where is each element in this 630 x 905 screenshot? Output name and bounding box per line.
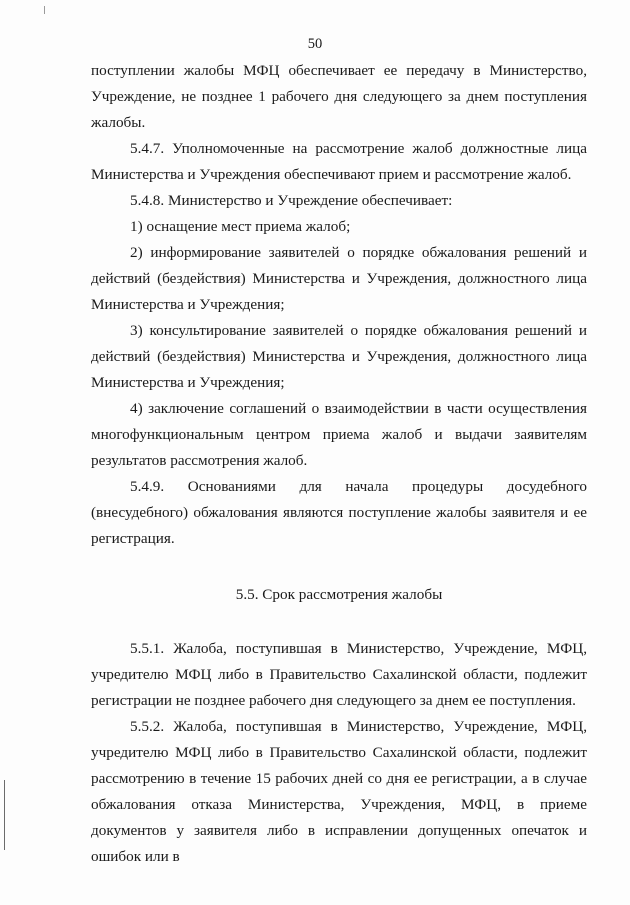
page-number: 50 xyxy=(307,36,323,52)
paragraph: 5.4.7. Уполномоченные на рассмотрение жалоб должностные лица Министерства и Учреждения обеспечивают прием и рассмотрение жалоб. xyxy=(91,140,587,183)
paragraph: 2) информирование заявителей о порядке обжалования решений и действий (бездействия) Министерства и Учреждения, должностного лица Министерства и Учреждения; xyxy=(91,244,587,313)
scan-edge-line xyxy=(4,780,5,850)
document-body xyxy=(91,58,587,870)
section-heading: 5.5. Срок рассмотрения жалобы xyxy=(235,586,443,603)
paragraph: 3) консультирование заявителей о порядке обжалования решений и действий (бездействия) Министерства и Учреждения, должностного лица Министерства и Учреждения; xyxy=(91,322,587,391)
paragraph: 1) оснащение мест приема жалоб; xyxy=(130,218,351,235)
paragraphs-bottom xyxy=(91,636,587,870)
paragraph: 5.4.8. Министерство и Учреждение обеспечивает: xyxy=(130,192,453,209)
scan-artifact-mark xyxy=(44,6,45,14)
paragraph: поступлении жалобы МФЦ обеспечивает ее передачу в Министерство, Учреждение, не позднее 1 рабочего дня следующего за днем поступления жалобы. xyxy=(91,62,587,131)
paragraph: 5.5.1. Жалоба, поступившая в Министерство, Учреждение, МФЦ, учредителю МФЦ либо в Правительство Сахалинской области, подлежит регистрации не позднее рабочего дня следующего за днем ее поступления. xyxy=(91,640,587,709)
paragraph: 5.5.2. Жалоба, поступившая в Министерство, Учреждение, МФЦ, учредителю МФЦ либо в Правительство Сахалинской области, подлежит рассмотрению в течение 15 рабочих дней со дня ее регистрации, а в случае обжалования отказа Министерства, Учреждения, МФЦ, в приеме документов у заявителя либо в исправлении допущенных опечаток и ошибок или в xyxy=(91,718,587,865)
paragraph: 5.4.9. Основаниями для начала процедуры досудебного (внесудебного) обжалования являются поступление жалобы заявителя и ее регистрация. xyxy=(91,478,587,547)
paragraphs-top xyxy=(91,58,587,552)
paragraph: 4) заключение соглашений о взаимодействии в части осуществления многофункциональным центром приема жалоб и выдачи заявителям результатов рассмотрения жалоб. xyxy=(91,400,587,469)
